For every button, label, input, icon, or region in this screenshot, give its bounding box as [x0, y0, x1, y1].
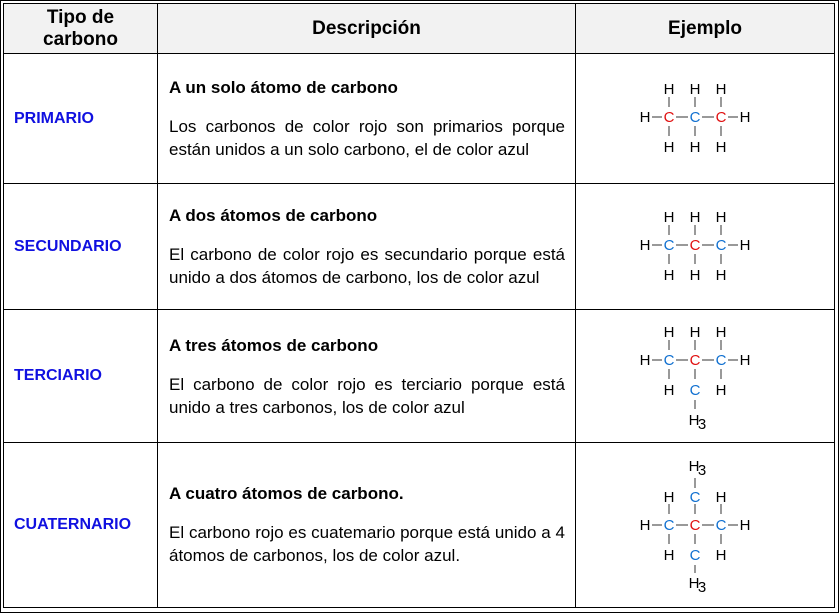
atom-h: H	[688, 457, 700, 475]
atom-h: H	[663, 138, 675, 156]
header-tipo	[4, 4, 158, 54]
table-row-primario	[4, 54, 835, 184]
molecule-cuaternario	[635, 450, 775, 600]
desc-title: A tres átomos de carbono	[169, 335, 379, 355]
tipo-terciario: TERCIARIO	[4, 310, 158, 442]
header-tipo-line2: carbono	[43, 28, 118, 50]
desc-body: El carbono de color rojo es secundario porque está unido a dos átomos de carbono, los de color azul	[169, 245, 565, 288]
desc-secundario	[158, 184, 576, 310]
atom-h: H	[639, 108, 651, 126]
table-row-terciario	[4, 310, 835, 442]
atom-h: H	[663, 208, 675, 226]
atom-h: H	[715, 324, 727, 342]
desc-terciario	[158, 310, 576, 442]
atom-h: H	[663, 382, 675, 400]
atom-h: H	[688, 574, 700, 592]
atom-c-red: C	[663, 108, 675, 126]
tipo-primario: PRIMARIO	[4, 54, 158, 184]
atom-c-blue: C	[663, 352, 675, 370]
atom-h: H	[739, 108, 751, 126]
ejemplo-primario	[576, 54, 835, 184]
methyl-subscript: 3	[697, 461, 707, 479]
tipo-secundario: SECUNDARIO	[4, 184, 158, 310]
atom-h: H	[663, 80, 675, 98]
atom-c-blue: C	[715, 516, 727, 534]
desc-primario	[158, 54, 576, 184]
methyl-subscript: 3	[697, 416, 707, 434]
atom-c-red: C	[689, 352, 701, 370]
atom-h: H	[663, 266, 675, 284]
atom-h: H	[689, 138, 701, 156]
header-ejemplo: Ejemplo	[576, 4, 835, 54]
atom-h: H	[663, 546, 675, 564]
desc-title: A un solo átomo de carbono	[169, 78, 398, 98]
desc-cuaternario	[158, 442, 576, 607]
atom-c-red: C	[715, 108, 727, 126]
atom-h: H	[688, 412, 700, 430]
molecule-primario	[635, 69, 775, 169]
ejemplo-secundario	[576, 184, 835, 310]
atom-h: H	[715, 208, 727, 226]
atom-h: H	[715, 138, 727, 156]
desc-body: El carbono de color rojo es terciario porque está unido a tres carbonos, los de color azul	[169, 374, 565, 417]
atom-h: H	[689, 80, 701, 98]
methyl-subscript: 3	[697, 578, 707, 596]
atom-h: H	[739, 516, 751, 534]
atom-h: H	[663, 324, 675, 342]
tipo-cuaternario: CUATERNARIO	[4, 442, 158, 607]
desc-title: A dos átomos de carbono	[169, 206, 378, 226]
molecule-secundario	[635, 197, 775, 297]
atom-h: H	[715, 382, 727, 400]
atom-h: H	[715, 488, 727, 506]
atom-h: H	[689, 208, 701, 226]
atom-h: H	[739, 236, 751, 254]
atom-c-blue: C	[663, 516, 675, 534]
carbon-types-table	[3, 3, 835, 608]
desc-body: Los carbonos de color rojo son primarios porque están unidos a un solo carbono, el de color azul	[169, 117, 565, 160]
atom-c-blue: C	[689, 488, 701, 506]
atom-c-red: C	[689, 236, 701, 254]
atom-h: H	[739, 352, 751, 370]
atom-c-blue: C	[689, 546, 701, 564]
atom-h: H	[689, 266, 701, 284]
atom-h: H	[715, 80, 727, 98]
atom-c-blue: C	[689, 382, 701, 400]
atom-h: H	[715, 546, 727, 564]
atom-c-blue: C	[715, 236, 727, 254]
header-tipo-line1: Tipo de	[46, 6, 115, 28]
desc-title: A cuatro átomos de carbono.	[169, 484, 404, 504]
atom-h: H	[663, 488, 675, 506]
atom-c-blue: C	[715, 352, 727, 370]
table-row-cuaternario	[4, 442, 835, 607]
atom-h: H	[639, 236, 651, 254]
atom-c-blue: C	[663, 236, 675, 254]
atom-h: H	[689, 324, 701, 342]
ejemplo-terciario	[576, 310, 835, 442]
atom-h: H	[639, 516, 651, 534]
desc-body: El carbono rojo es cuatemario porque está unido a 4 átomos de carbonos, los de color azul.	[169, 523, 565, 566]
table-header-row	[4, 4, 835, 54]
atom-h: H	[715, 266, 727, 284]
atom-h: H	[639, 352, 651, 370]
atom-c-red: C	[689, 516, 701, 534]
header-descripcion: Descripción	[158, 4, 576, 54]
table-row-secundario	[4, 184, 835, 310]
atom-c-blue: C	[689, 108, 701, 126]
molecule-terciario	[635, 316, 775, 436]
ejemplo-cuaternario	[576, 442, 835, 607]
